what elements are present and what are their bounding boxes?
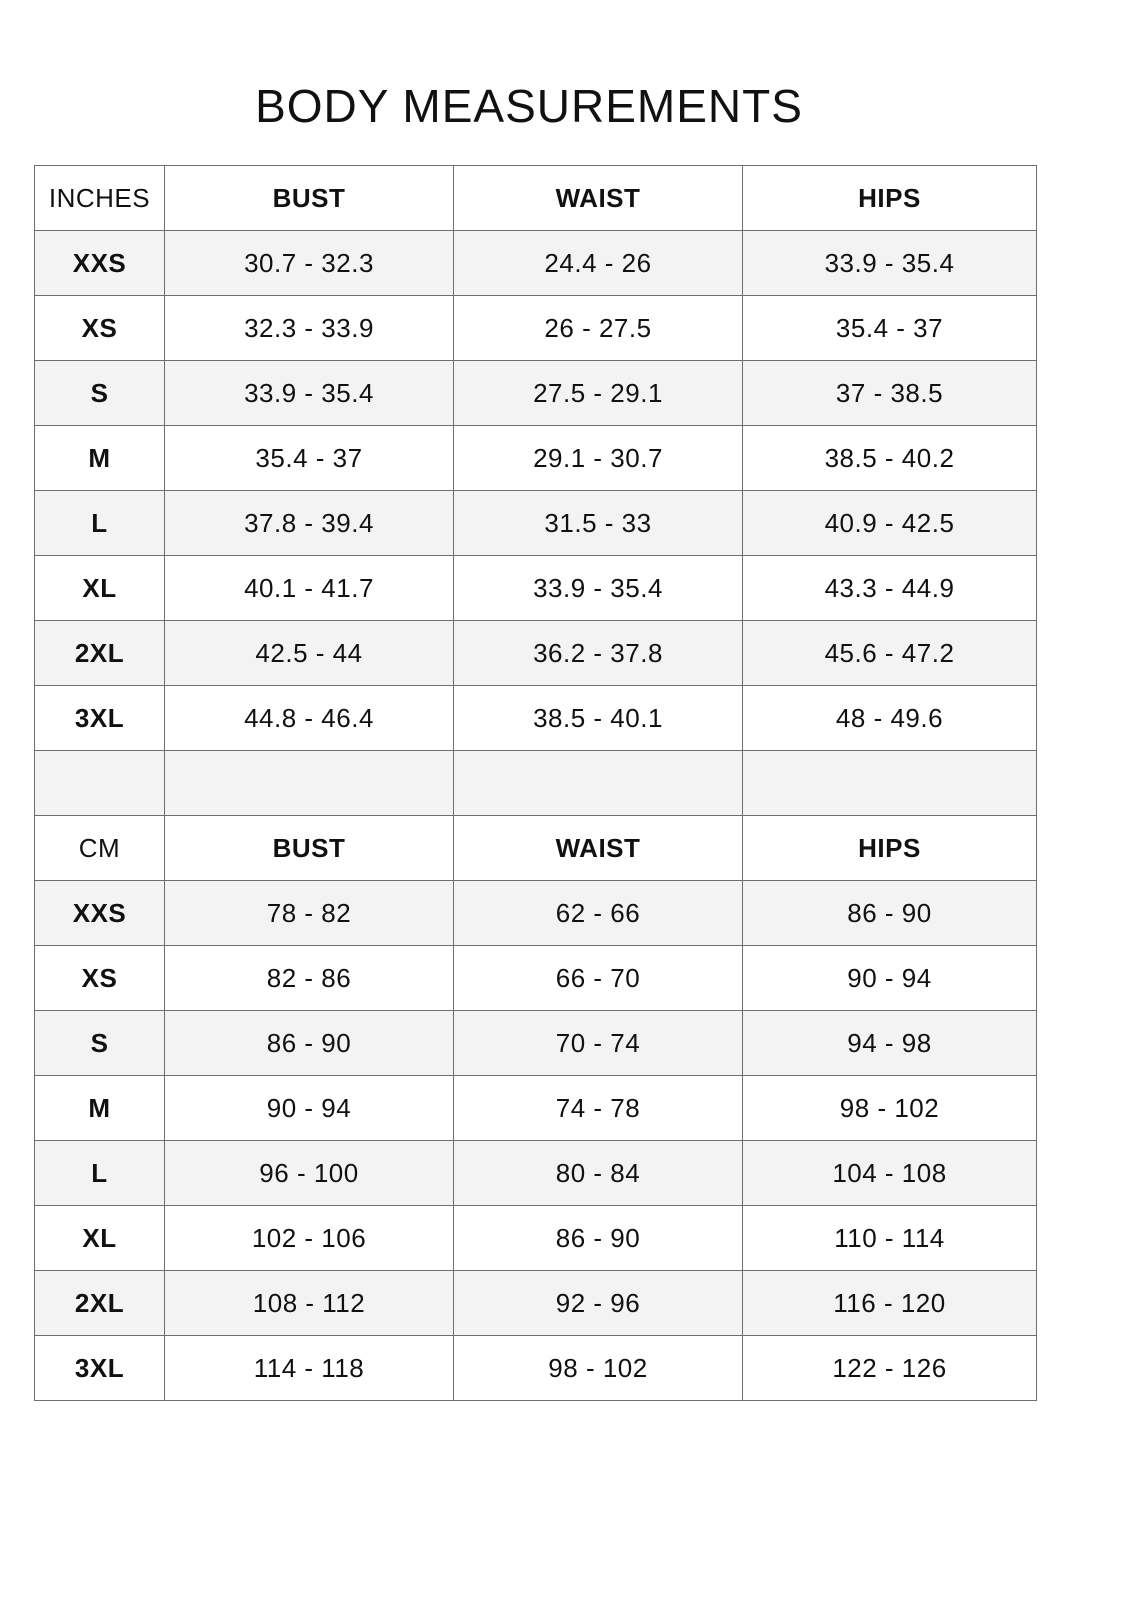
table-row bbox=[35, 881, 1037, 946]
bust-cell: 44.8 - 46.4 bbox=[165, 686, 454, 751]
bust-cell: 90 - 94 bbox=[165, 1076, 454, 1141]
bust-cell: 102 - 106 bbox=[165, 1206, 454, 1271]
table-row bbox=[35, 231, 1037, 296]
waist-cell: 80 - 84 bbox=[454, 1141, 743, 1206]
table-row bbox=[35, 1011, 1037, 1076]
page-title: BODY MEASUREMENTS bbox=[255, 80, 803, 132]
unit-label-inches: INCHES bbox=[35, 166, 165, 231]
waist-cell: 92 - 96 bbox=[454, 1271, 743, 1336]
size-label: M bbox=[35, 426, 165, 491]
empty-cell bbox=[165, 751, 454, 816]
waist-cell: 24.4 - 26 bbox=[454, 231, 743, 296]
table-row bbox=[35, 296, 1037, 361]
table-row bbox=[35, 426, 1037, 491]
unit-label-cm: CM bbox=[35, 816, 165, 881]
size-label: XXS bbox=[35, 881, 165, 946]
bust-cell: 32.3 - 33.9 bbox=[165, 296, 454, 361]
bust-cell: 37.8 - 39.4 bbox=[165, 491, 454, 556]
size-label: XS bbox=[35, 296, 165, 361]
bust-cell: 30.7 - 32.3 bbox=[165, 231, 454, 296]
bust-cell: 40.1 - 41.7 bbox=[165, 556, 454, 621]
bust-cell: 82 - 86 bbox=[165, 946, 454, 1011]
size-label: L bbox=[35, 1141, 165, 1206]
spacer-row bbox=[35, 751, 1037, 816]
bust-cell: 78 - 82 bbox=[165, 881, 454, 946]
table-row bbox=[35, 1336, 1037, 1401]
waist-cell: 74 - 78 bbox=[454, 1076, 743, 1141]
waist-cell: 31.5 - 33 bbox=[454, 491, 743, 556]
hips-cell: 110 - 114 bbox=[743, 1206, 1037, 1271]
bust-cell: 33.9 - 35.4 bbox=[165, 361, 454, 426]
empty-cell bbox=[35, 751, 165, 816]
empty-cell bbox=[454, 751, 743, 816]
bust-cell: 86 - 90 bbox=[165, 1011, 454, 1076]
size-label: 3XL bbox=[35, 1336, 165, 1401]
size-label: 3XL bbox=[35, 686, 165, 751]
waist-cell: 70 - 74 bbox=[454, 1011, 743, 1076]
table-row bbox=[35, 621, 1037, 686]
size-label: L bbox=[35, 491, 165, 556]
waist-cell: 36.2 - 37.8 bbox=[454, 621, 743, 686]
size-label: 2XL bbox=[35, 621, 165, 686]
table-row bbox=[35, 946, 1037, 1011]
size-label: S bbox=[35, 361, 165, 426]
table-row bbox=[35, 1206, 1037, 1271]
hips-cell: 116 - 120 bbox=[743, 1271, 1037, 1336]
waist-cell: 26 - 27.5 bbox=[454, 296, 743, 361]
size-label: XXS bbox=[35, 231, 165, 296]
hips-cell: 98 - 102 bbox=[743, 1076, 1037, 1141]
hips-cell: 86 - 90 bbox=[743, 881, 1037, 946]
waist-cell: 66 - 70 bbox=[454, 946, 743, 1011]
column-header-bust: BUST bbox=[165, 166, 454, 231]
hips-cell: 37 - 38.5 bbox=[743, 361, 1037, 426]
waist-cell: 27.5 - 29.1 bbox=[454, 361, 743, 426]
size-chart-table bbox=[34, 165, 1037, 1401]
table-row bbox=[35, 1271, 1037, 1336]
bust-cell: 35.4 - 37 bbox=[165, 426, 454, 491]
size-label: XL bbox=[35, 556, 165, 621]
hips-cell: 94 - 98 bbox=[743, 1011, 1037, 1076]
table-row bbox=[35, 1141, 1037, 1206]
waist-cell: 33.9 - 35.4 bbox=[454, 556, 743, 621]
bust-cell: 42.5 - 44 bbox=[165, 621, 454, 686]
column-header-hips: HIPS bbox=[743, 816, 1037, 881]
table-row bbox=[35, 491, 1037, 556]
bust-cell: 96 - 100 bbox=[165, 1141, 454, 1206]
hips-cell: 33.9 - 35.4 bbox=[743, 231, 1037, 296]
empty-cell bbox=[743, 751, 1037, 816]
column-header-waist: WAIST bbox=[454, 816, 743, 881]
hips-cell: 38.5 - 40.2 bbox=[743, 426, 1037, 491]
inches-header-row bbox=[35, 166, 1037, 231]
bust-cell: 108 - 112 bbox=[165, 1271, 454, 1336]
hips-cell: 122 - 126 bbox=[743, 1336, 1037, 1401]
column-header-waist: WAIST bbox=[454, 166, 743, 231]
waist-cell: 62 - 66 bbox=[454, 881, 743, 946]
hips-cell: 45.6 - 47.2 bbox=[743, 621, 1037, 686]
hips-cell: 48 - 49.6 bbox=[743, 686, 1037, 751]
waist-cell: 98 - 102 bbox=[454, 1336, 743, 1401]
size-label: XS bbox=[35, 946, 165, 1011]
size-label: M bbox=[35, 1076, 165, 1141]
table-row bbox=[35, 686, 1037, 751]
cm-header-row bbox=[35, 816, 1037, 881]
waist-cell: 86 - 90 bbox=[454, 1206, 743, 1271]
column-header-bust: BUST bbox=[165, 816, 454, 881]
column-header-hips: HIPS bbox=[743, 166, 1037, 231]
size-label: S bbox=[35, 1011, 165, 1076]
bust-cell: 114 - 118 bbox=[165, 1336, 454, 1401]
size-label: XL bbox=[35, 1206, 165, 1271]
hips-cell: 104 - 108 bbox=[743, 1141, 1037, 1206]
hips-cell: 40.9 - 42.5 bbox=[743, 491, 1037, 556]
hips-cell: 35.4 - 37 bbox=[743, 296, 1037, 361]
table-row bbox=[35, 361, 1037, 426]
size-label: 2XL bbox=[35, 1271, 165, 1336]
waist-cell: 29.1 - 30.7 bbox=[454, 426, 743, 491]
waist-cell: 38.5 - 40.1 bbox=[454, 686, 743, 751]
table-row bbox=[35, 556, 1037, 621]
table-row bbox=[35, 1076, 1037, 1141]
hips-cell: 43.3 - 44.9 bbox=[743, 556, 1037, 621]
hips-cell: 90 - 94 bbox=[743, 946, 1037, 1011]
